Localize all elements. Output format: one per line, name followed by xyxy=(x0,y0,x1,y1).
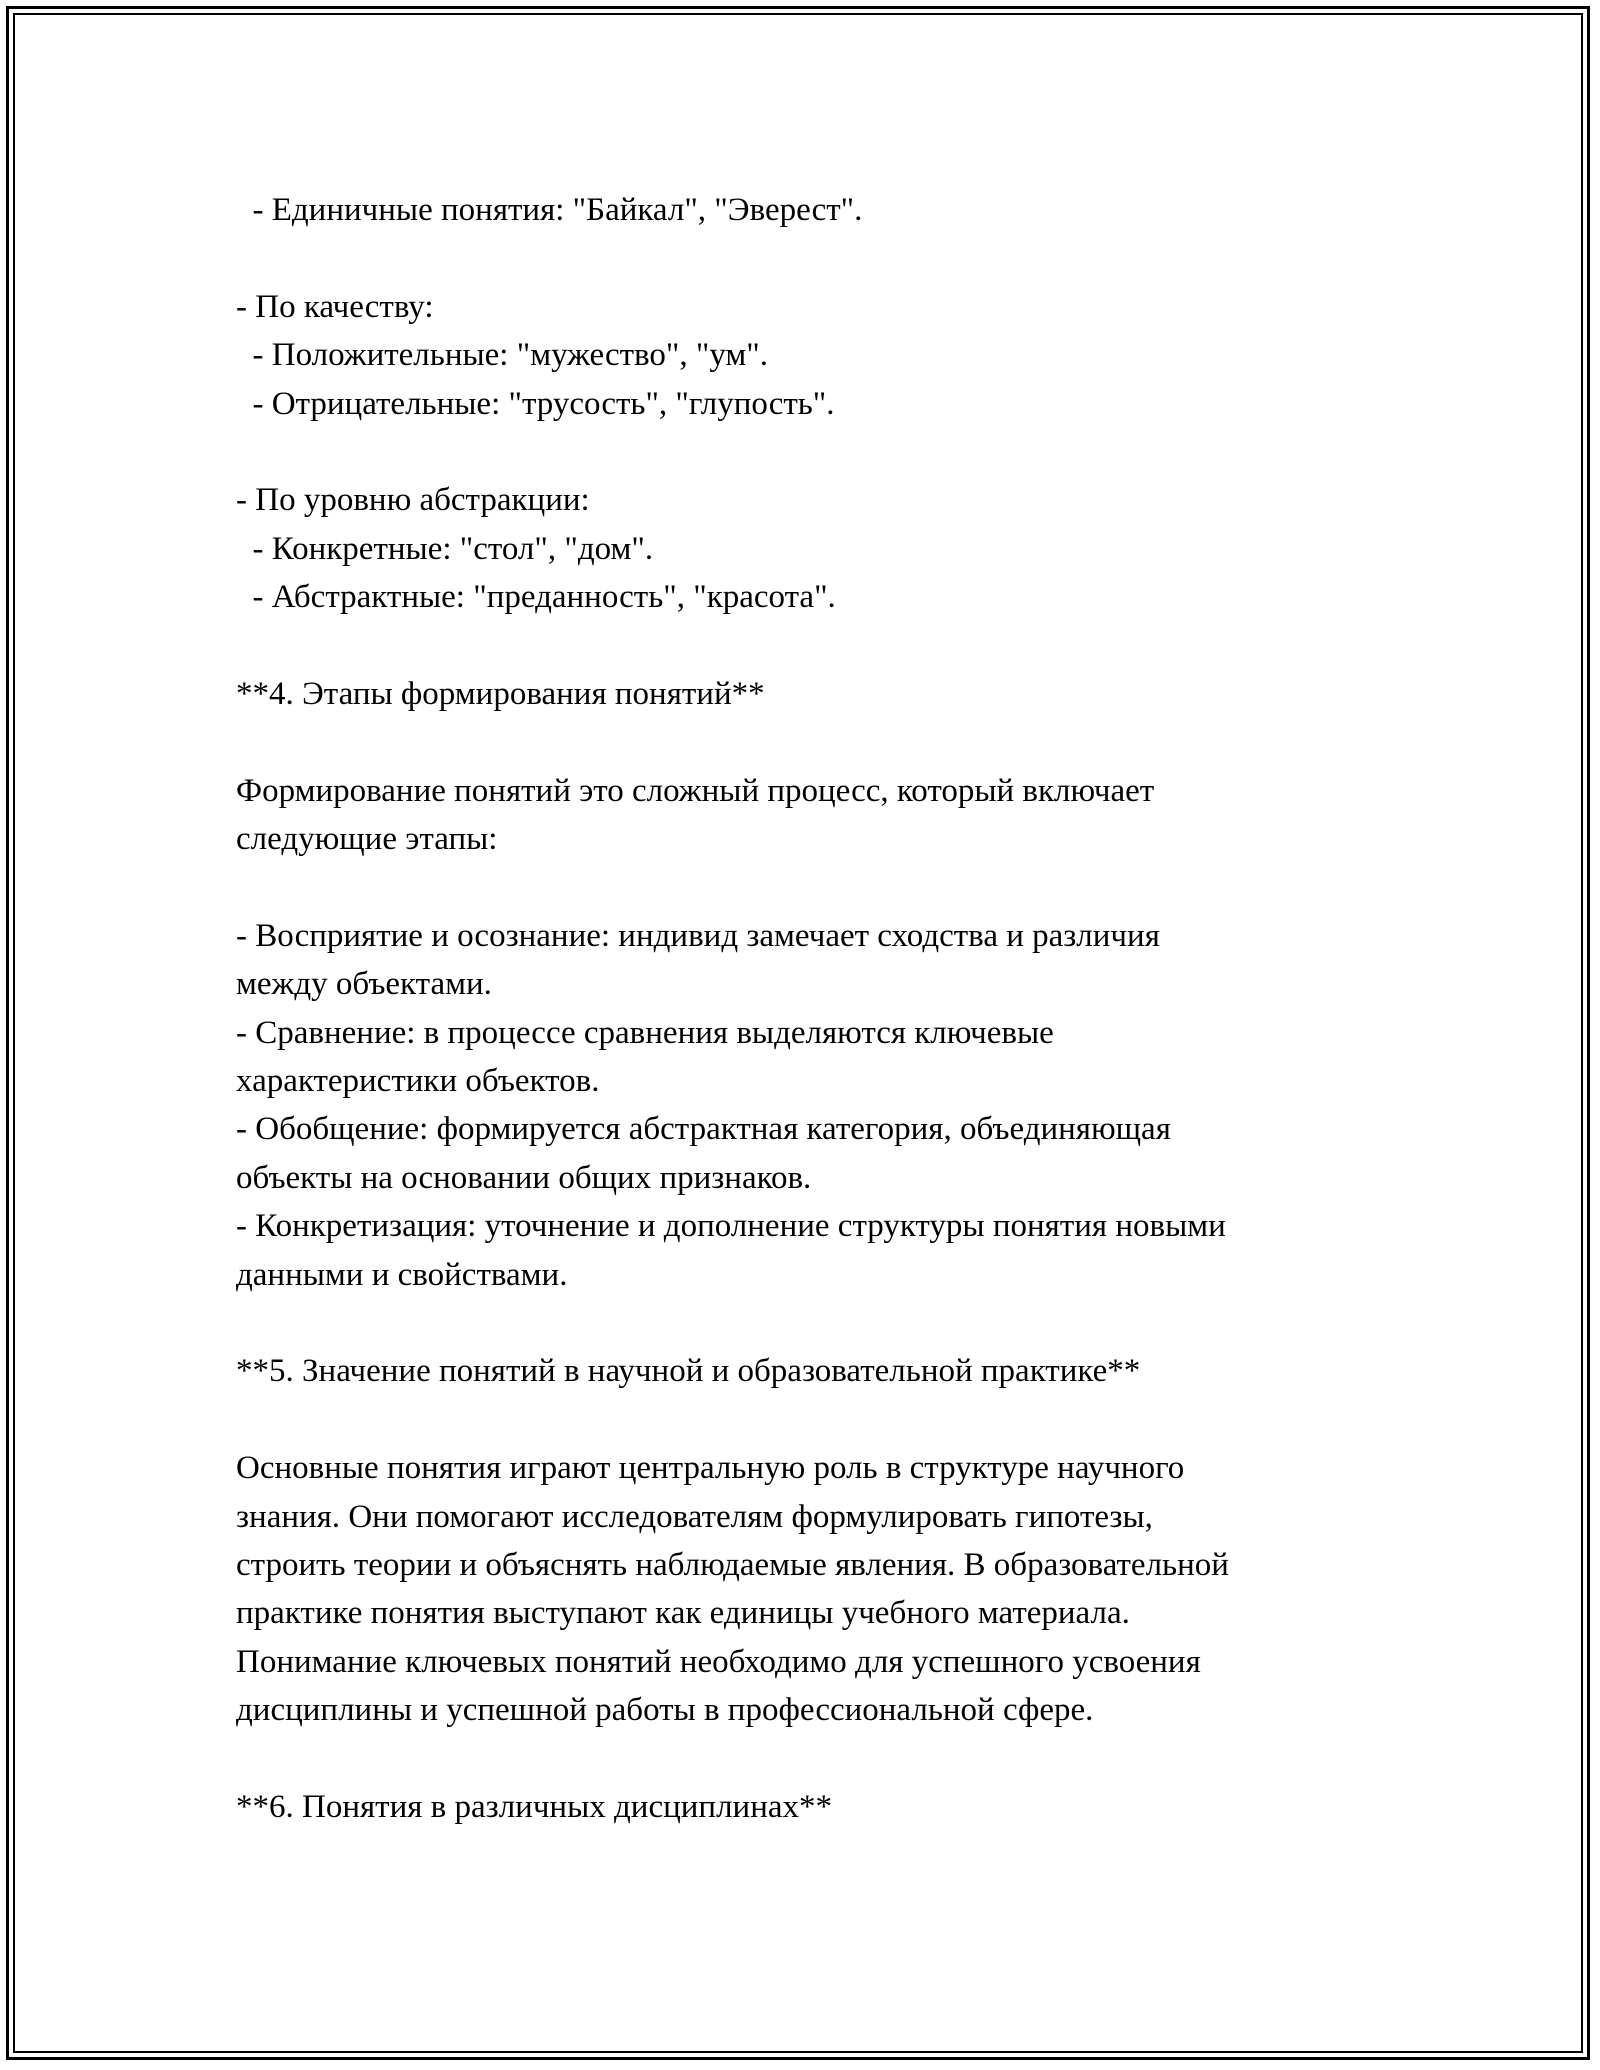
text-line: знания. Они помогают исследователям формулировать гипотезы, xyxy=(236,1498,1153,1535)
text-line: строить теории и объяснять наблюдаемые явления. В образовательной xyxy=(236,1546,1229,1583)
text-line: - Конкретные: "стол", "дом". xyxy=(236,530,654,567)
text-line: - Конкретизация: уточнение и дополнение структуры понятия новыми xyxy=(236,1208,1226,1245)
blank-line xyxy=(236,1299,1386,1347)
text-line: - Положительные: "мужество", "ум". xyxy=(236,337,769,374)
document-body xyxy=(236,186,1386,1831)
text-line: - Отрицательные: "трусость", "глупость". xyxy=(236,385,835,422)
text-line: характеристики объектов. xyxy=(236,1063,600,1100)
text-line: - Абстрактные: "преданность", "красота". xyxy=(236,579,836,616)
blank-line xyxy=(236,1396,1386,1444)
text-line: - Единичные понятия: "Байкал", "Эверест". xyxy=(236,192,863,228)
text-line: - По качеству: xyxy=(236,288,434,325)
blank-line xyxy=(236,718,1386,766)
text-line: - Сравнение: в процессе сравнения выделяются ключевые xyxy=(236,1014,1054,1051)
text-line: Основные понятия играют центральную роль в структуре научного xyxy=(236,1450,1185,1487)
section-heading: **5. Значение понятий в научной и образовательной практике** xyxy=(236,1353,1141,1390)
text-line: данными и свойствами. xyxy=(236,1256,568,1293)
text-line: объекты на основании общих признаков. xyxy=(236,1159,812,1196)
text-line: между объектами. xyxy=(236,966,492,1003)
section-heading: **4. Этапы формирования понятий** xyxy=(236,675,765,712)
blank-line xyxy=(236,234,1386,282)
blank-line xyxy=(236,622,1386,670)
blank-line xyxy=(236,1735,1386,1783)
text-line: дисциплины и успешной работы в профессиональной сфере. xyxy=(236,1692,1094,1729)
text-line: следующие этапы: xyxy=(236,821,498,858)
text-line: практике понятия выступают как единицы учебного материала. xyxy=(236,1595,1130,1632)
blank-line xyxy=(236,428,1386,476)
text-line: - По уровню абстракции: xyxy=(236,482,590,519)
section-heading: **6. Понятия в различных дисциплинах** xyxy=(236,1788,833,1825)
text-line: Понимание ключевых понятий необходимо для успешного усвоения xyxy=(236,1643,1201,1680)
text-line: - Восприятие и осознание: индивид замечает сходства и различия xyxy=(236,917,1160,954)
text-line: Формирование понятий это сложный процесс, который включает xyxy=(236,772,1155,809)
text-line: - Обобщение: формируется абстрактная категория, объединяющая xyxy=(236,1111,1171,1148)
blank-line xyxy=(236,863,1386,911)
